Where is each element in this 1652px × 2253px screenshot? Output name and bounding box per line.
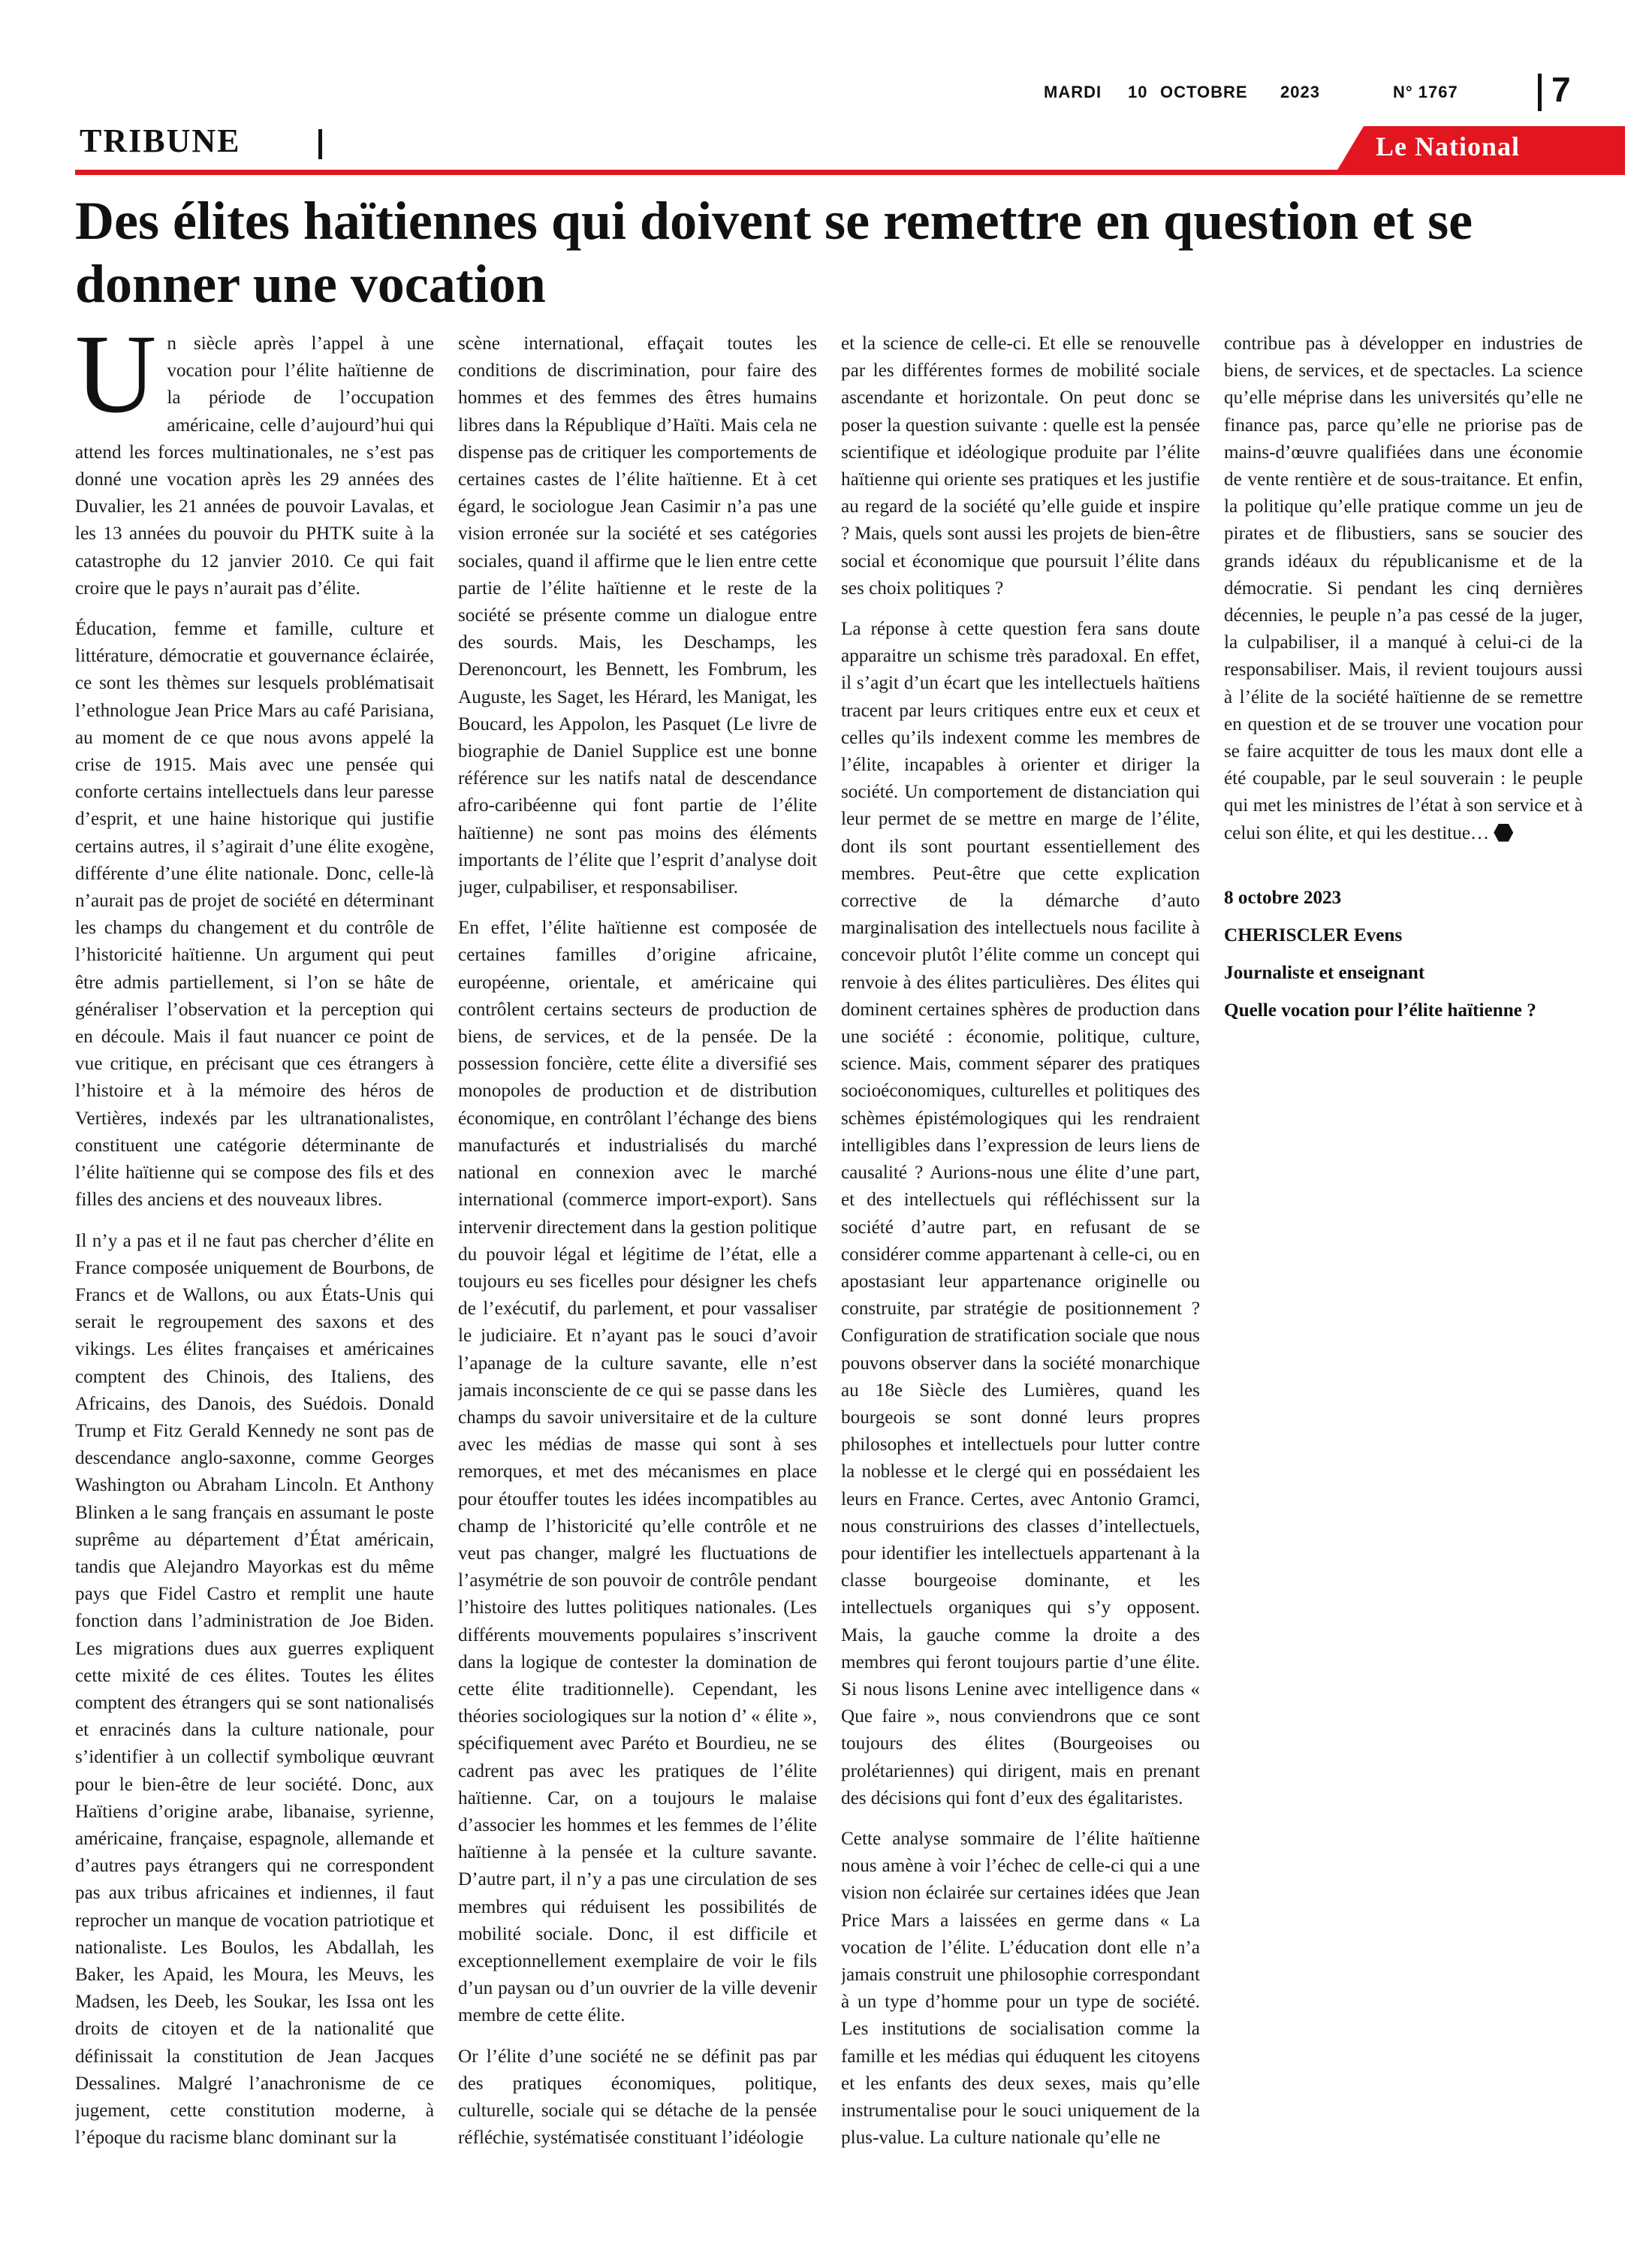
page-number: 7 — [1551, 70, 1571, 109]
article-column-2 — [458, 330, 817, 2178]
article-paragraph: scène international, effaçait toutes les conditions de discrimination, pour faire des hommes et des femmes des êtres humains libres dans la République d’Haïti. Mais cela ne dispense pas de critiquer les comportements de certaines castes de l’élite haïtienne. Et à cet égard, le sociologue Jean Casimir n’a pas une vision erronée sur la société et ses catégories sociales, quand il affirme que le lien entre cette partie de l’élite haïtienne et le reste de la société se présente comme un dialogue entre des sourds. Mais, les Deschamps, les Derenoncourt, les Bennett, les Fombrum, les Auguste, les Saget, les Hérard, les Manigat, les Boucard, les Appolon, les Pasquet (Le livre de biographie de Daniel Supplice est une bonne référence sur les natifs natal de descendance afro-caribéenne qui font partie de l’élite haïtienne) ne sont pas moins des éléments importants de l’élite que l’esprit d’analyse doit juger, culpabiliser, et responsabiliser. — [458, 333, 817, 898]
article-paragraph: Il n’y a pas et il ne faut pas chercher d’élite en France composée uniquement de Bourbons, de Francs et de Wallons, ou aux États-Unis qui serait le regroupement des saxons et des vikings. Les élites françaises et américaines comptent des Chinois, des Italiens, des Africains, des Danois, des Suédois. Donald Trump et Fitz Gerald Kennedy ne sont pas de descendance anglo-saxonne, comme Georges Washington ou Abraham Lincoln. Et Anthony Blinken a le sang français en assumant le poste suprême au département d’État américain, tandis que Alejandro Mayorkas est du même pays que Fidel Castro et remplit une haute fonction dans l’administration de Joe Biden. Les migrations dues aux guerres expliquent cette mixité de ces élites. Toutes les élites comptent des étrangers qui se sont nationalisés et enracinés dans la culture nationale, pour s’identifier à un collectif symbolique œuvrant pour le bien-être de leur société. Donc, aux Haïtiens d’origine arabe, libanaise, syrienne, américaine, française, espagnole, allemande et d’autres pays étrangers qui ne correspondent pas aux tribus africaines et indiennes, il faut reprocher un manque de vocation patriotique et nationaliste. Les Boulos, les Abdallah, les Baker, les Apaid, les Moura, les Meuvs, les Madsen, les Deeb, les Soukar, les Issa ont les droits de citoyen et de la nationalité que définissait la constitution de Jean Jacques Dessalines. Malgré l’anachronisme de ce jugement, cette constitution moderne, à l’époque du racisme blanc dominant sur la — [75, 1230, 434, 2149]
article-column-1 — [75, 330, 434, 2178]
article-paragraph: En effet, l’élite haïtienne est composée de certaines familles d’origine africaine, européenne, orientale, et américaine qui contrôlent certains secteurs de production de biens, de services, et de la pensée. De la possession foncière, cette élite a diversifié ses monopoles de production et de distribution économique, en contrôlant l’échange des biens manufacturés et industrialisés du marché national en connexion avec le marché international (commerce import-export). Sans intervenir directement dans la gestion politique du pouvoir légal et légitime de l’état, elle a toujours eu ses ficelles pour désigner les chefs de l’exécutif, du parlement, et pour vassaliser le judiciaire. Et n’ayant pas le souci d’avoir l’apanage de la culture savante, elle n’est jamais inconsciente de ce qui se passe dans les champs du savoir universitaire et de la culture avec les médias de masse qui sont à ses remorques, et met des mécanismes en place pour étouffer toutes les idées incompatibles au champ de l’historicité qu’elle contrôle et ne veut pas changer, malgré les fluctuations de l’asymétrie de son pouvoir de contrôle pendant l’histoire des luttes politiques nationales. (Les différents mouvements populaires s’inscrivent dans la logique de contester la domination de cette élite traditionnelle). Cependant, les théories sociologiques sur la notion d’ « élite », spécifiquement avec Paréto et Bourdieu, ne se cadrent pas avec les pratiques de l’élite haïtienne. Car, on a toujours le malaise d’associer les hommes et les femmes de l’élite haïtienne à la pensée et la culture savante. D’autre part, il n’y a pas une circulation de ses membres qui réduisent les possibilités de mobilité sociale. Donc, il est difficile et exceptionnellement exemplaire de voir le fils d’un paysan ou d’un ouvrier de la ville devenir membre de cette élite. — [458, 918, 817, 2026]
header-day: MARDI — [1044, 83, 1102, 101]
newspaper-brand: Le National — [1376, 131, 1521, 161]
page-number-divider — [1538, 74, 1542, 111]
article-paragraph: et la science de celle-ci. Et elle se renouvelle par les différentes formes de mobilité sociale ascendante et horizontale. On peut donc se poser la question suivante : quelle est la pensée scientifique et idéologique produite par l’élite haïtienne qui oriente ses pratiques et les justifie au regard de la société qu’elle guide et inspire ? Mais, quels sont aussi les projets de bien-être social et économique que poursuit l’élite dans ses choix politiques ? — [841, 333, 1200, 599]
author-role: Journaliste et enseignant — [1224, 963, 1425, 984]
signature-date: 8 octobre 2023 — [1224, 887, 1342, 908]
article-paragraph: Un siècle après l’appel à une vocation pour l’élite haïtienne de la période de l’occupation américaine, celle d’aujourd’hui qui attend les forces multinationales, ne s’est pas donné une vocation après les 29 années des Duvalier, les 21 années de pouvoir Lavalas, et les 13 années du pouvoir du PHTK suite à la catastrophe du 12 janvier 2010. Ce qui fait croire que le pays n’aurait pas d’élite. — [75, 330, 434, 599]
article-column-3 — [841, 330, 1200, 2178]
section-divider — [318, 129, 322, 159]
article-headline: Des élites haïtiennes qui doivent se remettre en question et se donner une vocation — [75, 191, 1473, 314]
header-rule — [75, 170, 1625, 175]
article-paragraph: La réponse à cette question fera sans doute apparaitre un schisme très paradoxal. En effet, il s’agit d’un écart que les intellectuels haïtiens tracent par leurs critiques entre eux et ceux et celles qu’ils indexent comme les membres de l’élite, incapables à orienter et diriger la société. Un comportement de distanciation qui leur permet de se mettre en marge de l’élite, dont ils sont pourtant essentiellement des membres. Peut-être que cette explication corrective de la démarche d’auto marginalisation des intellectuels nous facilite à concevoir plutôt l’élite comme un concept qui renvoie à des élites particulières. Des élites qui dominent certaines sphères de production dans une société : économie, politique, culture, science. Mais, comment séparer des pratiques socioéconomiques, culturelles et politiques des schèmes épistémologiques qui les rendraient intelligibles dans l’expression de leurs liens de causalité ? Aurions-nous une élite d’une part, et des intellectuels qui réfléchissent sur la société d’autre part, en refusant de se considérer comme appartenant à celle-ci, ou en apostasiant leur appartenance originelle ou construite, par stratégie de positionnement ? Configuration de stratification sociale que nous pouvons observer dans la société monarchique au 18e Siècle des Lumières, quand les bourgeois se sont donné leurs propres philosophes et intellectuels pour lutter contre la noblesse et le clergé qui en possédaient les leurs en France. Certes, avec Antonio Gramci, nous construirions des classes d’intellectuels, pour identifier les intellectuels appartenant à la classe bourgeoise dominante, et les intellectuels organiques qui s’y opposent. Mais, la gauche comme la droite a des membres qui feront toujours partie d’une élite. Si nous lisons Lenine avec intelligence dans « Que faire », nous conviendrons que ce sont toujours des élites (Bourgeoises ou prolétariennes) qui dirigent, mais en prenant des décisions qui font d’eux des égalitaristes. — [841, 619, 1200, 1808]
header-date: 10 — [1128, 83, 1148, 101]
source-title: Quelle vocation pour l’élite haïtienne ? — [1224, 1000, 1536, 1021]
article-paragraph: contribue pas à développer en industries de biens, de services, et de spectacles. La science qu’elle méprise dans les universités qu’elle ne finance pas, parce qu’elle ne priorise pas de mains-d’œuvre qualifiées dans une économie de vente rentière et de sous-traitance. Et enfin, la politique qu’elle pratique comme un jeu de pirates et de flibustiers, sans se soucier des grands idéaux du républicanisme et de la démocratie. Si pendant les cinq dernières décennies, le peuple n’a pas cessé de la juger, la culpabiliser, il a manqué à celui-ci de la responsabiliser. Mais, il revient toujours aussi à l’élite de la société haïtienne de se remettre en question et de se trouver une vocation pour se faire acquitter de tous les maux dont elle a été coupable, par le seul souverain : le peuple qui met les ministres de l’état à son service et à celui son élite, et qui les destitue… — [1224, 333, 1583, 843]
drop-cap: U — [75, 330, 157, 436]
article-paragraph: Éducation, femme et famille, culture et littérature, démocratie et gouvernance éclairée, ce sont les thèmes sur lesquels problématisait l’ethnologue Jean Price Mars au café Parisiana, au moment de ce que nous avons appelé la crise de 1915. Mais avec une pensée qui conforte certains intellectuels dans leur paresse d’esprit, et une haine historique qui justifie certains autres, il s’agirait d’une élite exogène, différente d’une élite nationale. Donc, celle-là n’aurait pas de projet de société en déterminant les champs du changement et du contrôle de l’historicité haïtienne. Un argument qui peut être admis partiellement, si l’on se hâte de généraliser l’observation et la perception qui en découle. Mais il faut nuancer ce point de vue critique, en précisant que ces étrangers à l’histoire et à la mémoire des héros de Vertières, indexés par les ultranationalistes, constituent une catégorie déterminante de l’élite haïtienne qui se compose des fils et des filles des anciens et des nouveaux libres. — [75, 619, 434, 1211]
article-paragraph: Cette analyse sommaire de l’élite haïtienne nous amène à voir l’échec de celle-ci qui a une vision non éclairée sur certaines idées que Jean Price Mars a laissées en germe dans « La vocation de l’élite. L’éducation dont elle n’a jamais construit une philosophie correspondant à un type d’homme pour un type de société. Les institutions de socialisation comme la famille et les médias qui éduquent les citoyens et les enfants des deux sexes, mais qu’elle instrumentalise pour le souci uniquement de la plus-value. La culture nationale qu’elle ne — [841, 1828, 1200, 2149]
header-month: OCTOBRE — [1160, 83, 1248, 101]
article-paragraph: Or l’élite d’une société ne se définit pas par des pratiques économiques, politique, culturelle, sociale qui se détache de la pensée réfléchie, systématisée constituant l’idéologie — [458, 2046, 817, 2149]
header-year: 2023 — [1280, 83, 1320, 101]
issue-number: N° 1767 — [1393, 83, 1458, 101]
end-of-article-icon — [1494, 824, 1513, 842]
author-name: CHERISCLER Evens — [1224, 925, 1403, 946]
article-column-4 — [1224, 330, 1583, 2178]
section-label: TRIBUNE — [80, 122, 241, 159]
